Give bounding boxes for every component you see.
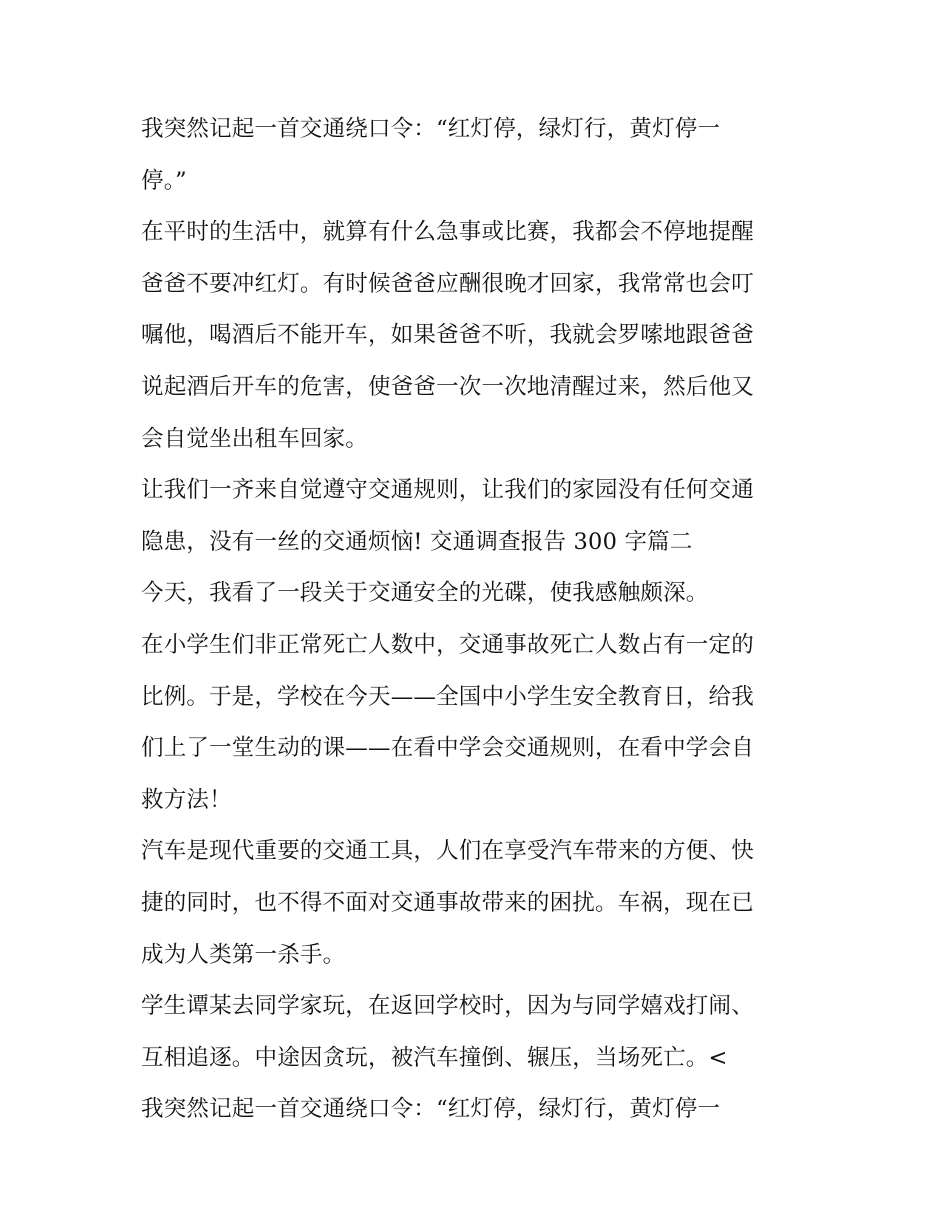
text-line: 爸爸不要冲红灯。有时候爸爸应酬很晚才回家，我常常也会叮 xyxy=(141,270,754,297)
text-line: 我突然记起一首交通绕口令：“红灯停，绿灯行，黄灯停一 xyxy=(141,116,721,142)
document-body xyxy=(141,104,821,1136)
text-line: 汽车是现代重要的交通工具，人们在享受汽车带来的方便、快 xyxy=(141,838,754,865)
text-line: 隐患，没有一丝的交通烦恼! 交通调查报告 300 字篇二 xyxy=(141,528,693,555)
text-line: 救方法！ xyxy=(141,786,232,813)
text-line: 学生谭某去同学家玩，在返回学校时，因为与同学嬉戏打闹、 xyxy=(141,993,754,1020)
text-line: 比例。于是，学校在今天——全国中小学生安全教育日，给我 xyxy=(141,683,754,710)
text-line: 让我们一齐来自觉遵守交通规则，让我们的家园没有任何交通 xyxy=(141,477,754,504)
text-line: 们上了一堂生动的课——在看中学会交通规则，在看中学会自 xyxy=(141,735,754,762)
text-line: 我突然记起一首交通绕口令：“红灯停，绿灯行，黄灯停一 xyxy=(141,1096,721,1123)
text-line: 捷的同时，也不得不面对交通事故带来的困扰。车祸，现在已 xyxy=(141,889,754,916)
text-line: 在小学生们非正常死亡人数中，交通事故死亡人数占有一定的 xyxy=(141,631,754,658)
text-line: 说起酒后开车的危害，使爸爸一次一次地清醒过来，然后他又 xyxy=(141,373,754,400)
text-line: 停。” xyxy=(141,167,187,194)
text-line: 今天，我看了一段关于交通安全的光碟，使我感触颇深。 xyxy=(141,580,709,607)
text-line: 在平时的生活中，就算有什么急事或比赛，我都会不停地提醒 xyxy=(141,219,754,246)
text-line: 互相追逐。中途因贪玩，被汽车撞倒、辗压，当场死亡。< xyxy=(141,1044,728,1071)
text-line: 成为人类第一杀手。 xyxy=(141,941,346,968)
text-line: 会自觉坐出租车回家。 xyxy=(141,425,369,452)
text-line: 嘱他，喝酒后不能开车，如果爸爸不听，我就会罗嗦地跟爸爸 xyxy=(141,322,754,349)
